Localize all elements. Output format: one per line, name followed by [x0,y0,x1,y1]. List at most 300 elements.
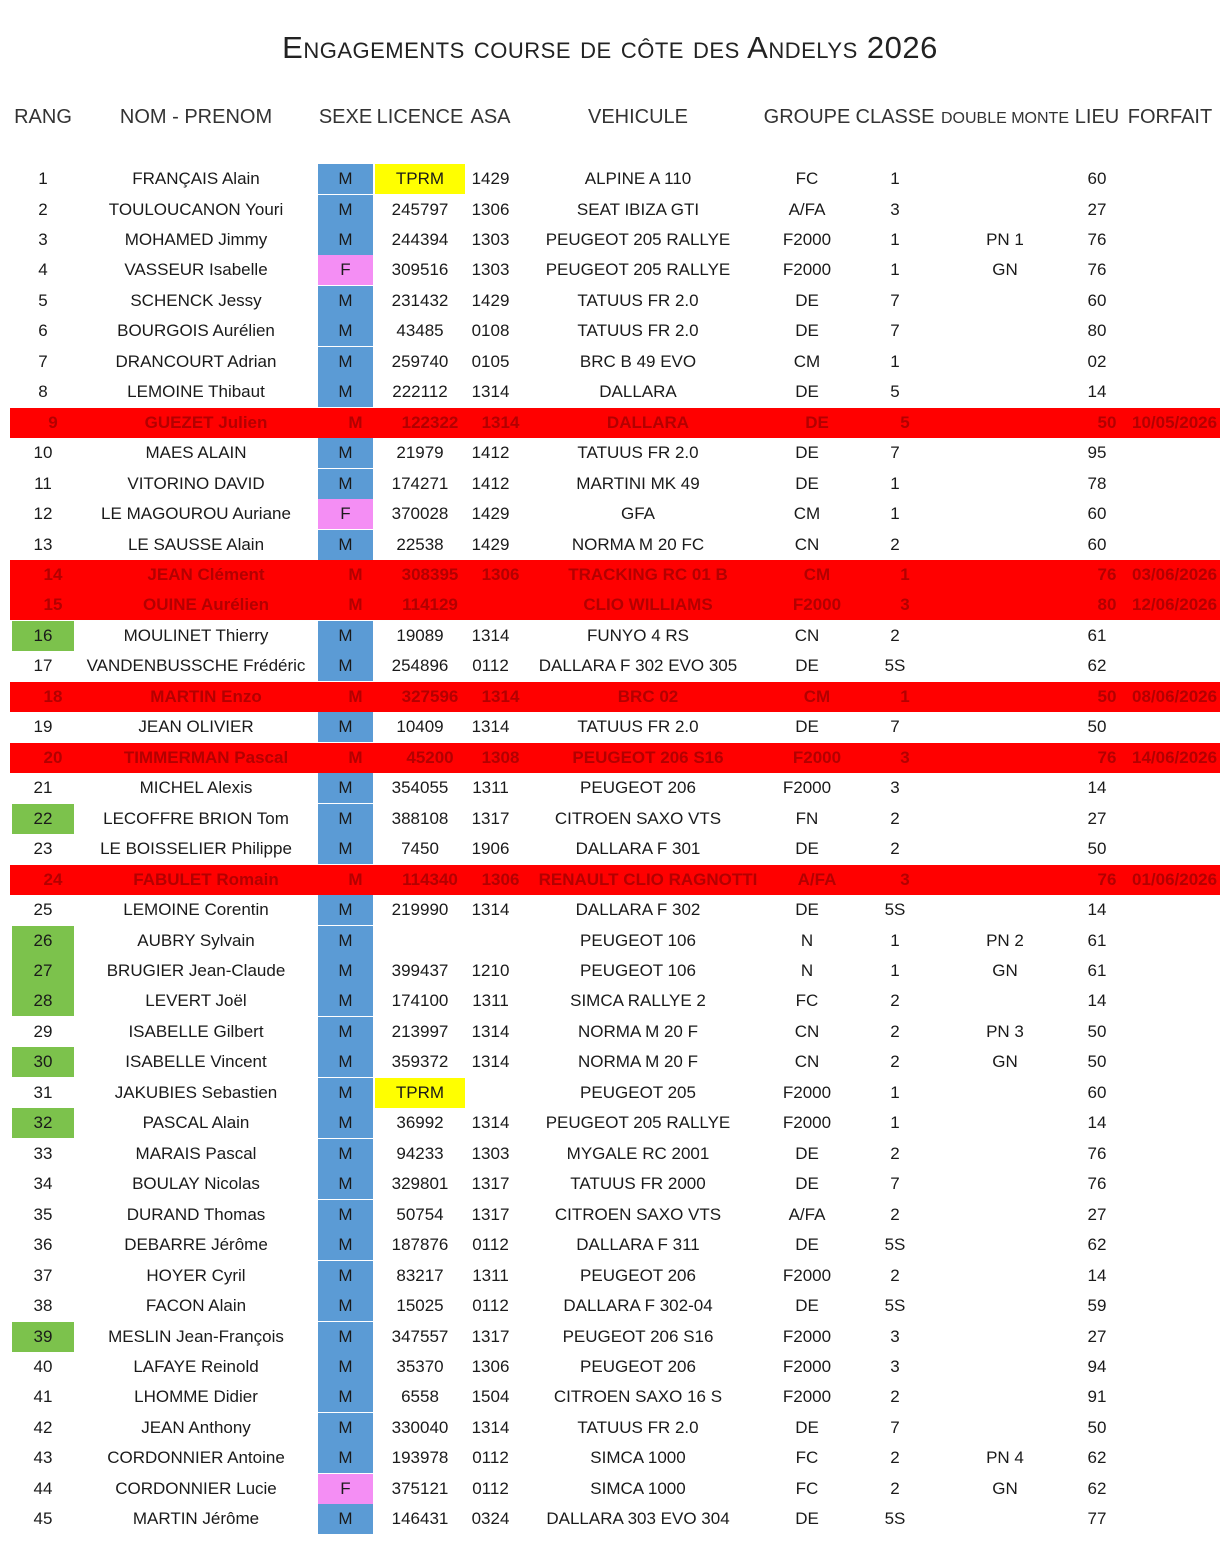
cell-classe: 5 [890,382,900,402]
cell-double-monte [938,895,1072,925]
cell-nom: MICHEL Alexis [139,778,253,798]
cell-double-monte: GN [992,260,1018,280]
cell-rang: 17 [33,656,53,676]
cell-forfait [1120,834,1220,864]
cell-groupe: F2000 [782,229,832,249]
cell-lieu: 62 [1087,1478,1107,1498]
cell-lieu: 60 [1087,504,1107,524]
cell-nom: CORDONNIER Lucie [115,1478,277,1498]
cell-double-monte [948,865,1082,895]
cell-licence: 187876 [391,1235,449,1255]
cell-sexe: M [318,804,373,834]
cell-classe: 7 [890,1417,900,1437]
table-row [0,712,1220,742]
cell-groupe: DE [795,1174,819,1194]
cell-classe: 3 [900,595,910,615]
cell-asa: 1314 [471,1113,510,1133]
cell-rang: 36 [33,1235,53,1255]
cell-forfait [1120,712,1220,742]
cell-licence: 354055 [391,778,449,798]
cell-forfait [1120,1291,1220,1321]
cell-groupe: DE [805,412,829,432]
cell-double-monte [948,682,1082,712]
cell-licence: 36992 [396,1113,444,1133]
table-row [10,743,1220,773]
cell-double-monte [938,1078,1072,1108]
cell-rang: 39 [12,1322,74,1352]
cell-asa [467,926,514,956]
cell-licence: 35370 [396,1356,444,1376]
cell-nom: LE MAGOUROU Auriane [101,504,291,524]
cell-groupe: CM [803,565,831,584]
table-row [0,164,1220,194]
header-double-monte: DOUBLE MONTE [940,110,1069,127]
cell-licence: 114129 [402,595,458,615]
cell-classe: 5S [884,1509,906,1529]
cell-groupe: DE [795,1417,819,1437]
cell-nom: TIMMERMAN Pascal [123,747,289,767]
cell-sexe: M [318,347,373,377]
cell-licence: 244394 [391,229,449,249]
cell-groupe: DE [795,473,819,493]
cell-lieu: 94 [1087,1356,1107,1376]
cell-classe: 5S [884,656,906,676]
cell-rang: 19 [33,717,53,737]
cell-licence: 309516 [391,260,449,280]
cell-licence: 146431 [391,1509,449,1529]
cell-nom: VANDENBUSSCHE Frédéric [86,656,306,676]
cell-rang: 1 [38,169,48,188]
cell-asa: 0112 [472,656,509,676]
cell-double-monte [938,438,1072,468]
cell-sexe: F [318,499,373,529]
cell-rang: 25 [33,900,53,919]
cell-rang: 38 [33,1296,53,1315]
cell-forfait [1120,1108,1220,1138]
cell-double-monte [948,743,1082,773]
cell-sexe: M [348,686,363,706]
cell-groupe: DE [795,443,819,463]
cell-sexe: F [318,1474,373,1504]
cell-double-monte [938,1413,1072,1443]
cell-rang: 21 [33,778,53,798]
cell-forfait [1120,986,1220,1016]
cell-groupe: CN [794,625,820,645]
cell-nom: LEVERT Joël [145,991,247,1011]
cell-classe: 7 [890,717,900,737]
cell-classe: 5 [900,412,910,432]
cell-classe: 1 [900,686,910,706]
cell-asa [477,590,524,620]
cell-vehicule: PEUGEOT 106 [580,961,696,980]
cell-rang: 10 [33,443,53,463]
cell-lieu: 95 [1087,443,1107,463]
cell-classe: 7 [890,1174,900,1194]
cell-sexe: M [318,225,373,255]
cell-sexe: M [318,195,373,225]
cell-rang: 27 [12,956,74,986]
cell-sexe: M [318,164,373,194]
cell-rang: 2 [38,199,48,219]
cell-rang: 28 [12,986,74,1016]
cell-rang: 42 [33,1417,53,1437]
table-row [10,590,1220,620]
cell-vehicule: PEUGEOT 205 RALLYE [545,1113,731,1133]
cell-rang: 31 [33,1082,53,1102]
cell-rang: 43 [33,1448,53,1468]
cell-asa: 0324 [471,1509,510,1529]
cell-sexe: M [318,1322,373,1352]
cell-sexe: M [318,1200,373,1230]
cell-forfait [1120,347,1220,377]
cell-sexe: M [318,986,373,1016]
cell-classe: 5S [884,1296,906,1315]
cell-double-monte [938,986,1072,1016]
cell-asa: 1314 [471,1021,510,1041]
cell-double-monte [938,1261,1072,1291]
table-row [0,1504,1220,1534]
table-row [0,1261,1220,1291]
cell-lieu: 78 [1087,473,1107,493]
cell-nom: MAES ALAIN [145,443,247,463]
cell-lieu: 59 [1087,1296,1107,1315]
cell-asa: 1308 [481,747,520,767]
cell-licence: 219990 [391,900,449,919]
cell-forfait [1120,773,1220,803]
cell-lieu: 14 [1087,1113,1107,1133]
cell-classe: 2 [890,1478,900,1498]
cell-classe: 2 [890,1387,900,1407]
cell-nom: MOHAMED Jimmy [124,229,268,249]
cell-forfait [1120,804,1220,834]
cell-double-monte [938,1291,1072,1321]
cell-nom: LHOMME Didier [134,1387,258,1407]
cell-vehicule: TATUUS FR 2000 [570,1174,706,1194]
cell-asa: 1306 [471,199,510,219]
cell-nom: FRANÇAIS Alain [132,169,260,188]
cell-vehicule: CITROEN SAXO 16 S [553,1387,723,1407]
cell-nom: MESLIN Jean-François [108,1326,284,1346]
cell-groupe: DE [795,1509,819,1529]
cell-forfait [1120,316,1220,346]
cell-asa: 0112 [472,1235,509,1255]
cell-licence: 15025 [396,1296,444,1315]
cell-lieu: 62 [1087,1448,1107,1468]
table-row [10,865,1220,895]
cell-forfait [1120,1443,1220,1473]
cell-nom: JAKUBIES Sebastien [114,1082,278,1102]
cell-double-monte [948,590,1082,620]
cell-asa: 1429 [471,534,510,554]
cell-classe: 2 [890,1143,900,1163]
cell-nom: JEAN Clément [147,565,265,584]
cell-classe: 3 [900,869,910,889]
cell-asa: 1311 [472,991,509,1011]
cell-double-monte [948,560,1082,590]
table-row [0,530,1220,560]
cell-double-monte [938,1382,1072,1412]
table-row [10,682,1220,712]
cell-lieu: 27 [1087,1204,1107,1224]
cell-asa: 1314 [471,382,510,402]
cell-licence: 370028 [391,504,449,524]
cell-asa: 1317 [471,1204,510,1224]
table-row [0,1169,1220,1199]
cell-rang: 12 [33,504,53,524]
cell-vehicule: DALLARA F 311 [576,1235,700,1255]
cell-nom: BRUGIER Jean-Claude [106,961,286,980]
cell-double-monte [938,834,1072,864]
cell-rang: 11 [34,473,52,493]
table-row [0,438,1220,468]
cell-lieu: 76 [1087,1174,1107,1194]
cell-groupe: F2000 [782,1113,832,1133]
cell-lieu: 50 [1087,1052,1107,1072]
cell-vehicule: DALLARA F 302-04 [563,1296,713,1315]
cell-classe: 2 [890,1265,900,1285]
cell-sexe: M [348,595,363,615]
cell-asa: 1314 [481,686,520,706]
cell-sexe: F [318,255,373,285]
cell-forfait [1120,438,1220,468]
cell-double-monte [938,1352,1072,1382]
cell-rang: 41 [33,1387,53,1407]
table-row [0,255,1220,285]
table-row [0,1017,1220,1047]
cell-rang: 7 [38,351,48,371]
header-nom: NOM - PRENOM [119,106,273,128]
cell-forfait [1120,895,1220,925]
cell-lieu: 50 [1097,412,1117,432]
table-row [0,651,1220,681]
cell-groupe: F2000 [792,747,842,767]
table-row [0,499,1220,529]
cell-vehicule: DALLARA 303 EVO 304 [546,1509,730,1529]
cell-double-monte [938,316,1072,346]
cell-classe: 2 [890,991,900,1011]
cell-forfait [1120,195,1220,225]
cell-lieu: 60 [1087,169,1107,188]
cell-lieu: 76 [1097,565,1117,584]
cell-vehicule: PEUGEOT 106 [580,930,696,950]
cell-double-monte [938,164,1072,194]
cell-vehicule: TRACKING RC 01 B [568,565,728,584]
cell-asa: 0112 [472,1448,509,1468]
cell-double-monte: PN 1 [986,229,1024,249]
cell-licence: 22538 [396,534,444,554]
cell-classe: 3 [890,1356,900,1376]
cell-licence: 50754 [396,1204,444,1224]
cell-asa: 1303 [471,229,510,249]
cell-groupe: DE [795,321,819,341]
cell-asa: 1210 [471,961,510,980]
cell-classe: 3 [890,1326,900,1346]
cell-vehicule: MARTINI MK 49 [576,473,700,493]
cell-forfait: 14/06/2026 [1132,747,1218,767]
cell-licence: 19089 [396,625,444,645]
cell-nom: DURAND Thomas [126,1204,266,1224]
header-classe: CLASSE [855,106,935,128]
cell-groupe: N [800,930,814,950]
cell-rang: 20 [43,747,63,767]
cell-vehicule: DALLARA F 302 [575,900,701,919]
cell-rang: 23 [33,839,53,859]
cell-groupe: DE [795,1296,819,1315]
cell-licence: 45200 [406,747,454,767]
cell-nom: MARTIN Enzo [150,686,262,706]
cell-sexe: M [348,747,363,767]
cell-double-monte [938,1230,1072,1260]
cell-groupe: FC [795,1478,819,1498]
cell-forfait [1120,1382,1220,1412]
cell-forfait [1120,1139,1220,1169]
cell-vehicule: PEUGEOT 206 [580,1265,696,1285]
cell-forfait [1120,1474,1220,1504]
cell-vehicule: TATUUS FR 2.0 [577,443,699,463]
cell-forfait: 08/06/2026 [1132,686,1218,706]
cell-lieu: 14 [1087,382,1107,402]
cell-sexe: M [318,377,373,407]
cell-forfait [1120,286,1220,316]
page-title: Engagements course de côte des Andelys 2026 [282,30,938,65]
cell-groupe: A/FA [788,1204,826,1224]
cell-nom: MARTIN Jérôme [132,1509,260,1529]
header-lieu: LIEU [1074,106,1120,128]
cell-sexe: M [318,773,373,803]
cell-nom: VITORINO DAVID [127,473,265,493]
table-row [0,1108,1220,1138]
cell-double-monte: GN [992,1478,1018,1498]
cell-nom: BOURGOIS Aurélien [117,321,275,341]
cell-vehicule: PEUGEOT 205 RALLYE [545,260,731,280]
cell-double-monte [938,651,1072,681]
cell-classe: 2 [890,808,900,828]
cell-groupe: CM [793,504,821,524]
cell-double-monte [938,1139,1072,1169]
cell-vehicule: CITROEN SAXO VTS [554,808,722,828]
cell-nom: PASCAL Alain [142,1113,250,1133]
cell-lieu: 61 [1087,625,1107,645]
cell-groupe: F2000 [782,1326,832,1346]
cell-vehicule: DALLARA F 301 [575,839,701,859]
cell-forfait [1120,1504,1220,1534]
cell-nom: LECOFFRE BRION Tom [103,808,289,828]
cell-licence: 245797 [391,199,449,219]
cell-classe: 2 [890,839,900,859]
cell-forfait [1120,1017,1220,1047]
cell-forfait: 10/05/2026 [1132,412,1218,432]
header-sexe: SEXE [318,106,373,128]
cell-asa: 1504 [471,1387,510,1407]
cell-rang: 34 [33,1174,53,1194]
cell-asa [467,1078,514,1108]
cell-nom: MOULINET Thierry [123,625,269,645]
header-licence: LICENCE [376,106,464,128]
cell-groupe: CM [793,351,821,371]
cell-classe: 1 [890,961,900,980]
cell-double-monte [938,286,1072,316]
cell-forfait [1120,1169,1220,1199]
table-row [0,926,1220,956]
cell-classe: 1 [890,1113,900,1133]
cell-rang: 29 [33,1021,53,1041]
table-row [0,469,1220,499]
cell-vehicule: CLIO WILLIAMS [583,595,713,615]
cell-licence: 327596 [401,686,459,706]
header-asa: ASA [470,106,511,128]
header-forfait: FORFAIT [1127,106,1213,128]
cell-sexe: M [318,316,373,346]
cell-classe: 3 [900,747,910,767]
cell-licence: 375121 [391,1478,449,1498]
cell-asa: 0112 [472,1296,509,1315]
cell-licence: 347557 [391,1326,449,1346]
cell-sexe: M [318,1504,373,1534]
cell-rang: 30 [12,1047,74,1077]
cell-groupe: DE [795,656,819,676]
cell-vehicule: NORMA M 20 FC [571,534,705,554]
cell-lieu: 60 [1087,1082,1107,1102]
cell-groupe: CN [794,534,820,554]
cell-groupe: CN [794,1052,820,1072]
cell-sexe: M [318,1047,373,1077]
cell-vehicule: SIMCA RALLYE 2 [570,991,706,1011]
cell-vehicule: TATUUS FR 2.0 [577,290,699,310]
cell-asa: 1314 [471,625,510,645]
cell-sexe: M [318,1230,373,1260]
cell-vehicule: MYGALE RC 2001 [566,1143,710,1163]
cell-forfait [1120,1322,1220,1352]
table-row [0,1078,1220,1108]
cell-groupe: DE [795,900,819,919]
cell-rang: 24 [43,869,63,889]
table-row [0,347,1220,377]
cell-forfait [1120,1047,1220,1077]
cell-sexe: M [318,651,373,681]
cell-nom: VASSEUR Isabelle [124,260,268,280]
cell-groupe: DE [795,290,819,310]
cell-groupe: A/FA [797,869,837,889]
cell-groupe: F2000 [792,595,842,615]
table-row [0,286,1220,316]
cell-lieu: 50 [1087,717,1107,737]
cell-sexe: M [348,412,363,432]
cell-sexe: M [318,621,373,651]
cell-vehicule: TATUUS FR 2.0 [577,321,699,341]
cell-groupe: DE [795,1235,819,1255]
cell-groupe: F2000 [782,1387,832,1407]
table-row [0,804,1220,834]
cell-nom: ISABELLE Vincent [125,1052,267,1072]
cell-licence: 308395 [401,565,459,584]
cell-forfait [1120,469,1220,499]
cell-double-monte: PN 4 [986,1448,1024,1468]
table-row [0,1230,1220,1260]
cell-lieu: 50 [1087,1021,1107,1041]
cell-sexe: M [318,834,373,864]
cell-double-monte [938,195,1072,225]
cell-licence: 330040 [391,1417,449,1437]
table-row [0,1352,1220,1382]
cell-classe: 5S [884,1235,906,1255]
cell-sexe: M [348,565,363,584]
cell-double-monte [948,408,1082,438]
cell-classe: 5S [884,900,906,919]
cell-sexe: M [318,530,373,560]
cell-lieu: 50 [1087,839,1107,859]
cell-rang: 13 [33,534,53,554]
cell-rang: 32 [12,1108,74,1138]
